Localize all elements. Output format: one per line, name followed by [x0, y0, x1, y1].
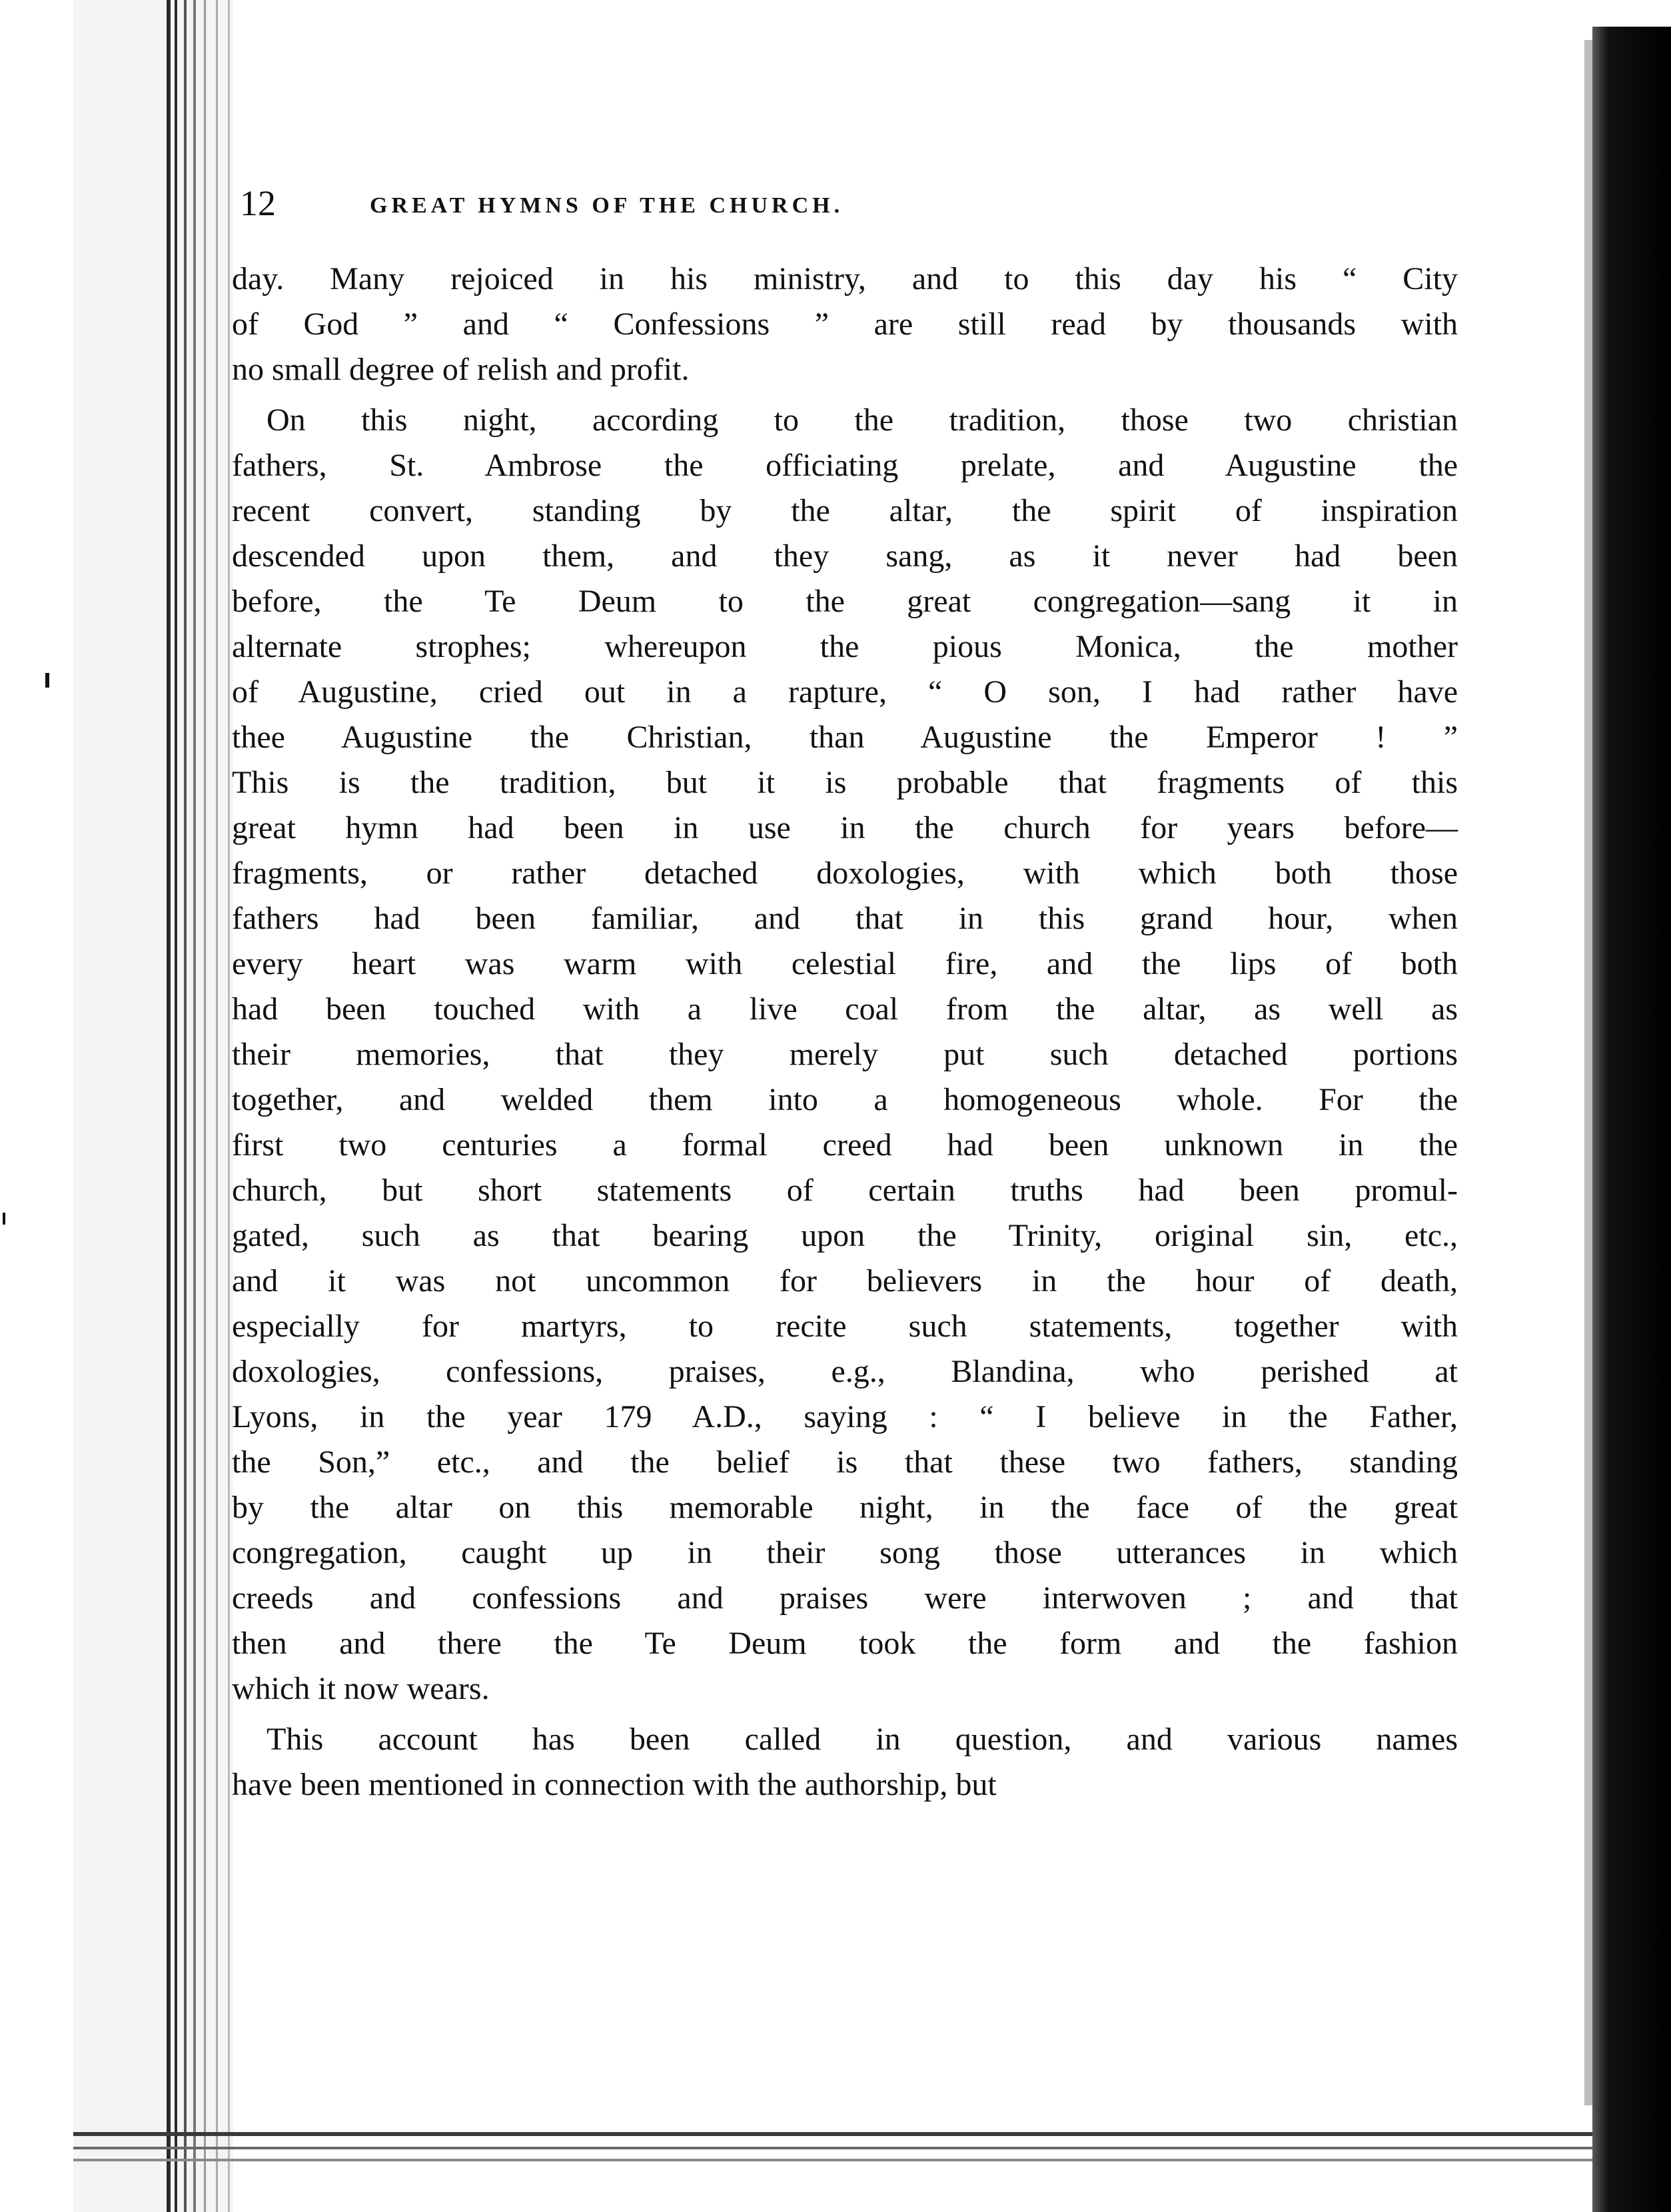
text-line: the Son,” etc., and the belief is that these two fathers, standing	[232, 1444, 1458, 1480]
text-line: fathers, St. Ambrose the officiating prelate, and Augustine the	[232, 448, 1458, 483]
text-line: then and there the Te Deum took the form and the fashion	[232, 1626, 1458, 1661]
margin-mark	[3, 1213, 5, 1225]
text-line: before, the Te Deum to the great congregation—sang it in	[232, 584, 1458, 619]
paragraph-gap	[232, 392, 1458, 398]
text-line: This is the tradition, but it is probable that fragments of this	[232, 765, 1458, 800]
page-number: 12	[240, 183, 276, 223]
text-line: doxologies, confessions, praises, e.g., Blandina, who perished at	[232, 1354, 1458, 1389]
text-line: of Augustine, cried out in a rapture, “ O son, I had rather have	[232, 674, 1458, 710]
paragraph	[232, 398, 1458, 1712]
text-line: every heart was warm with celestial fire, and the lips of both	[232, 946, 1458, 981]
text-line: On this night, according to the tradition, those two christian	[267, 402, 1458, 438]
binding-shadow	[1592, 0, 1671, 2212]
page-edge-line	[193, 0, 196, 2212]
text-line: gated, such as that bearing upon the Trinity, original sin, etc.,	[232, 1218, 1458, 1253]
text-line: had been touched with a live coal from the altar, as well as	[232, 991, 1458, 1027]
text-line: together, and welded them into a homogeneous whole. For the	[232, 1082, 1458, 1117]
page-bottom-edge	[73, 2147, 1592, 2149]
page-bottom-edge	[73, 2132, 1592, 2136]
text-line: no small degree of relish and profit.	[232, 352, 690, 387]
running-title: GREAT HYMNS OF THE CHURCH.	[370, 193, 844, 218]
paragraph	[232, 257, 1458, 392]
page-bottom-edge	[73, 2159, 1592, 2161]
page-edge-line	[228, 0, 230, 2212]
page-edge-line	[175, 0, 177, 2212]
text-line: have been mentioned in connection with the authorship, but	[232, 1767, 997, 1802]
page-edge-line	[216, 0, 218, 2212]
margin-mark	[45, 673, 49, 688]
text-line: of God ” and “ Confessions ” are still read by thousands with	[232, 306, 1458, 342]
text-line: and it was not uncommon for believers in the hour of death,	[232, 1263, 1458, 1299]
page-edge-line	[184, 0, 187, 2212]
paragraph	[232, 1717, 1458, 1808]
text-line: by the altar on this memorable night, in the face of the great	[232, 1490, 1458, 1525]
running-head	[240, 180, 1346, 240]
text-line: church, but short statements of certain truths had been promul-	[232, 1173, 1458, 1208]
text-line: great hymn had been in use in the church for years before—	[232, 810, 1458, 845]
text-line: creeds and confessions and praises were interwoven ; and that	[232, 1580, 1458, 1616]
text-line: fragments, or rather detached doxologies, with which both those	[232, 855, 1458, 891]
text-line: which it now wears.	[232, 1671, 490, 1706]
text-line: recent convert, standing by the altar, the spirit of inspiration	[232, 493, 1458, 528]
text-line: their memories, that they merely put such detached portions	[232, 1037, 1458, 1072]
text-line: congregation, caught up in their song those utterances in which	[232, 1535, 1458, 1570]
text-line: Lyons, in the year 179 A.D., saying : “ I believe in the Father,	[232, 1399, 1458, 1434]
top-right-margin	[1592, 0, 1671, 27]
body-text	[232, 257, 1458, 1808]
page-edge-line	[204, 0, 206, 2212]
text-line: especially for martyrs, to recite such statements, together with	[232, 1309, 1458, 1344]
page-edge-stack	[73, 0, 233, 2212]
text-line: thee Augustine the Christian, than Augustine the Emperor ! ”	[232, 720, 1458, 755]
text-line: alternate strophes; whereupon the pious Monica, the mother	[232, 629, 1458, 664]
text-line: first two centuries a formal creed had been unknown in the	[232, 1127, 1458, 1163]
text-line: descended upon them, and they sang, as it never had been	[232, 538, 1458, 574]
page-edge-line	[167, 0, 171, 2212]
text-line: This account has been called in question, and various names	[267, 1722, 1458, 1757]
paragraph-gap	[232, 1712, 1458, 1717]
text-line: fathers had been familiar, and that in this grand hour, when	[232, 901, 1458, 936]
text-line: day. Many rejoiced in his ministry, and to this day his “ City	[232, 261, 1458, 296]
